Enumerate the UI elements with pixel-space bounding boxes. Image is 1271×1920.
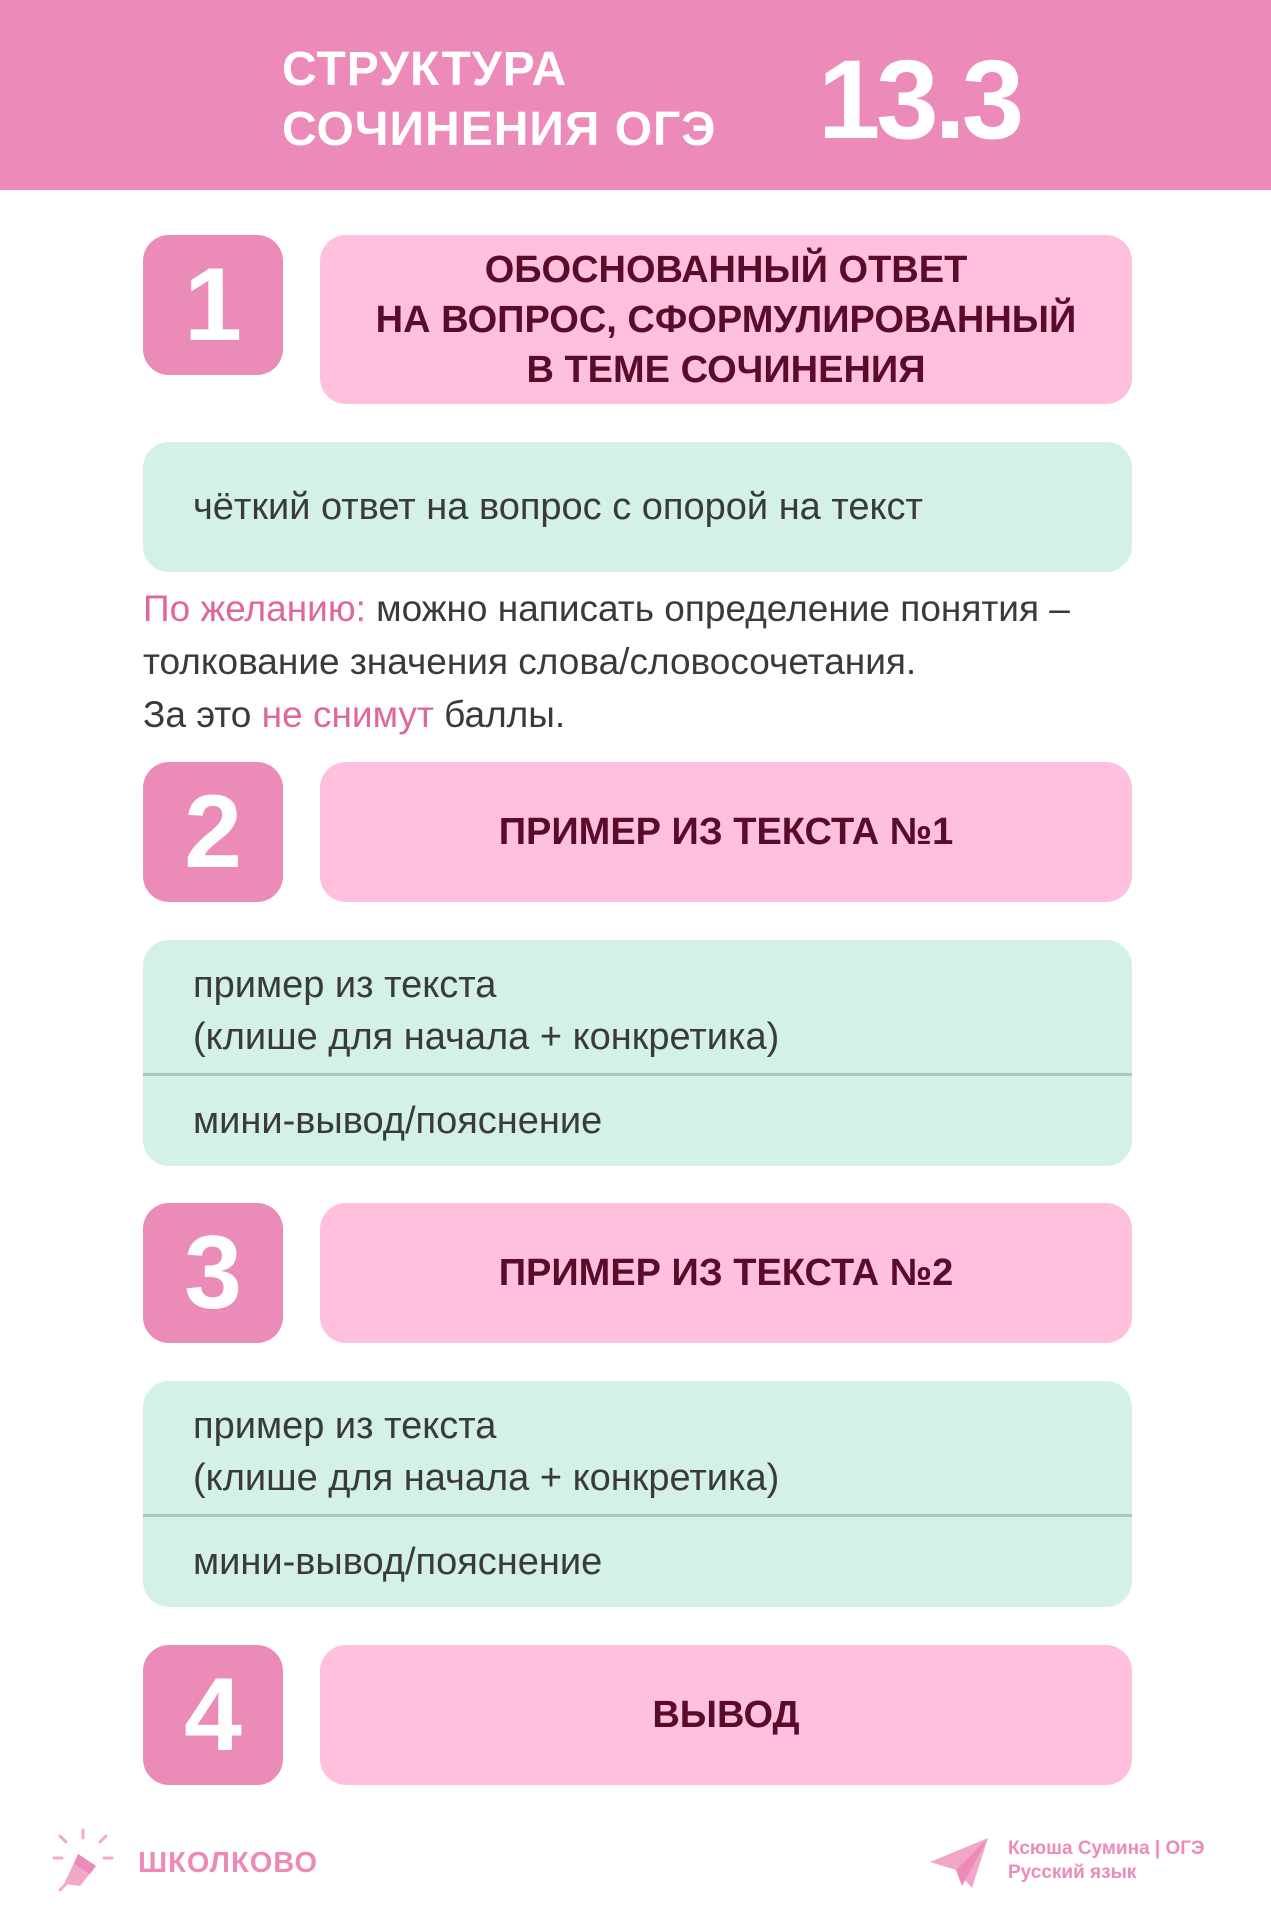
section-4-heading-text: ВЫВОД (652, 1694, 800, 1736)
section-4-number-badge: 4 (143, 1645, 283, 1785)
note-text-1: можно написать определение понятия – (365, 588, 1070, 629)
section-3-heading (320, 1203, 1132, 1343)
optional-note (143, 582, 1143, 741)
section-3-content-box (143, 1381, 1132, 1607)
section-3-conclusion-text: мини-вывод/пояснение (193, 1541, 603, 1583)
section-2-example-row (143, 940, 1132, 1073)
section-1-heading-line-1: ОБОСНОВАННЫЙ ОТВЕТ (484, 248, 968, 291)
section-4-heading (320, 1645, 1132, 1785)
section-3-heading-text: ПРИМЕР ИЗ ТЕКСТА №2 (498, 1252, 954, 1294)
section-1-heading (320, 235, 1132, 404)
note-highlight-no-penalty: не снимут (261, 694, 434, 735)
section-2-number-badge: 2 (143, 762, 283, 902)
shkolkovo-logo-icon (50, 1828, 120, 1894)
note-text-pre: За это (143, 694, 262, 735)
section-2-conclusion-text: мини-вывод/пояснение (193, 1100, 603, 1142)
section-2-example-line-2: (клише для начала + конкретика) (193, 1016, 780, 1058)
section-1-content-text: чёткий ответ на вопрос с опорой на текст (193, 486, 923, 528)
section-2-example-line-1: пример из текста (193, 964, 497, 1006)
note-text-post: баллы. (433, 694, 566, 735)
footer-author-line-2: Русский язык (1008, 1862, 1137, 1883)
note-line-2: толкование значения слова/словосочетания. (143, 641, 917, 682)
section-3-example-row (143, 1381, 1132, 1514)
note-highlight-optional: По желанию: (143, 588, 366, 629)
task-number: 13.3 (818, 37, 1020, 162)
section-2-heading-text: ПРИМЕР ИЗ ТЕКСТА №1 (498, 811, 954, 853)
note-line-3 (143, 688, 1143, 741)
footer-author-line-1: Ксюша Сумина | ОГЭ (1008, 1838, 1205, 1859)
section-3-example-line-2: (клише для начала + конкретика) (193, 1457, 780, 1499)
section-1-content-box (143, 442, 1132, 572)
note-line-1 (143, 582, 1143, 635)
section-2-heading (320, 762, 1132, 902)
section-2-conclusion-row (143, 1076, 1132, 1166)
section-2-content-box (143, 940, 1132, 1166)
page-title (282, 40, 716, 160)
section-3-example-line-1: пример из текста (193, 1405, 497, 1447)
section-1-number-badge: 1 (143, 235, 283, 375)
footer-brand: ШКОЛКОВО (138, 1847, 319, 1879)
section-1-heading-line-2: НА ВОПРОС, СФОРМУЛИРОВАННЫЙ (375, 298, 1077, 341)
title-line-1: СТРУКТУРА (282, 43, 568, 96)
section-1-heading-line-3: В ТЕМЕ СОЧИНЕНИЯ (526, 348, 926, 391)
section-3-number-badge: 3 (143, 1203, 283, 1343)
paper-plane-icon (928, 1836, 990, 1892)
footer-author (1008, 1837, 1205, 1885)
title-line-2: СОЧИНЕНИЯ ОГЭ (282, 103, 717, 156)
header-banner (0, 0, 1271, 190)
section-3-conclusion-row (143, 1517, 1132, 1607)
